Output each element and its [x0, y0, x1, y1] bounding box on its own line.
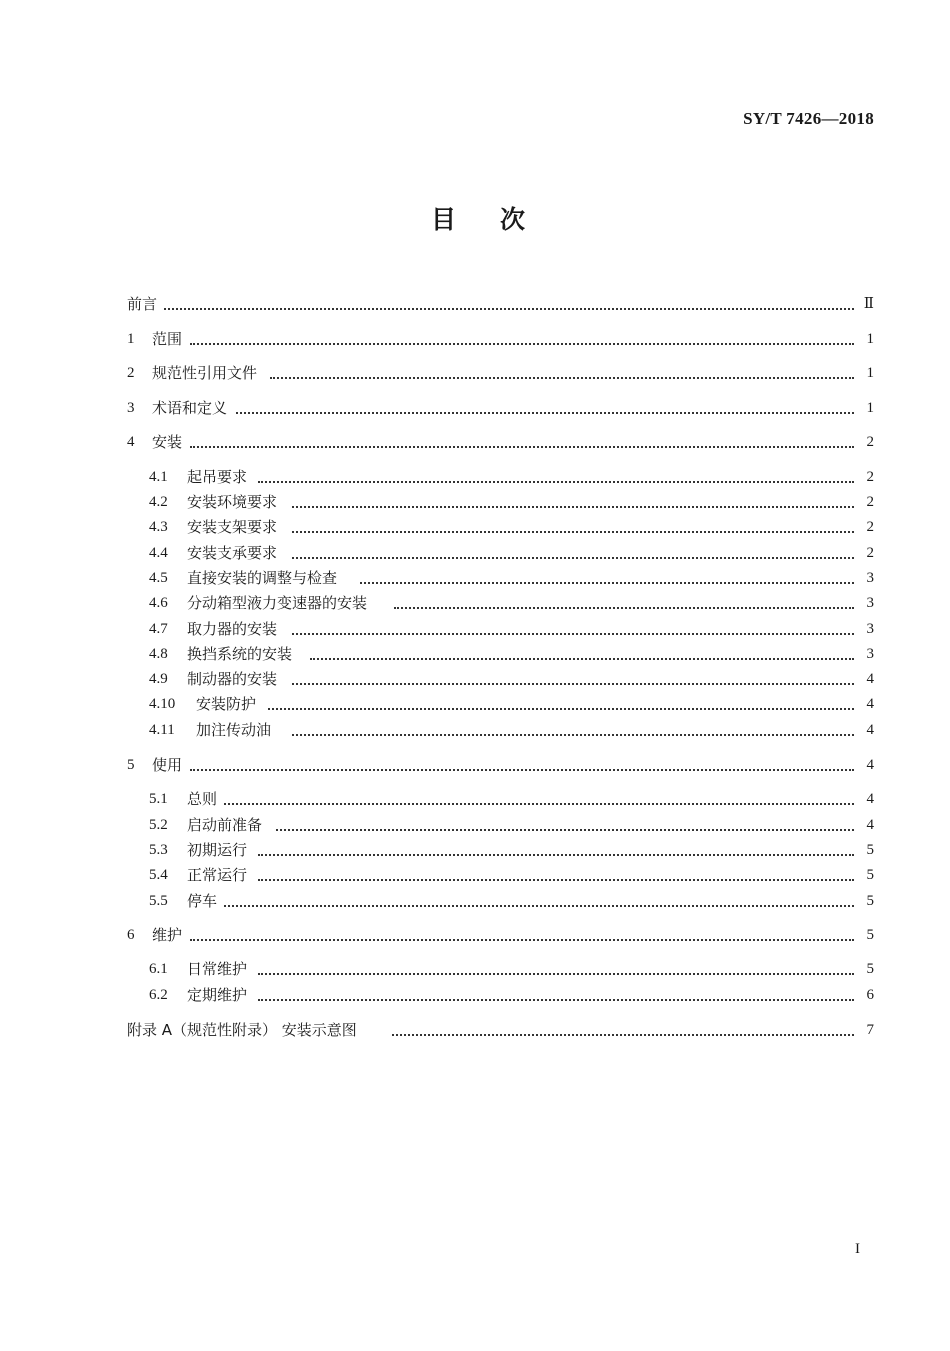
toc-entry-text: 直接安装的调整与检查 [187, 567, 343, 589]
toc-entry-4-11[interactable] [0, 719, 950, 741]
toc-entry-5-3[interactable] [0, 839, 950, 861]
toc-entry-page: 2 [866, 494, 874, 510]
toc-entry-6-1[interactable] [0, 958, 950, 980]
leader-dots [394, 607, 854, 609]
toc-entry-page: 3 [866, 570, 874, 586]
toc-entry-number: 4.9 [149, 671, 168, 687]
toc-entry-number: 5.4 [149, 867, 168, 883]
toc-entry-text: 维护 [152, 924, 188, 946]
toc-entry-number: 4.8 [149, 646, 168, 662]
toc-entry-number: 4.4 [149, 545, 168, 561]
leader-dots [258, 999, 854, 1001]
leader-dots [190, 769, 854, 771]
toc-entry-4-2[interactable] [0, 491, 950, 513]
toc-entry-text: 安装防护 [196, 693, 262, 715]
toc-entry-page: 4 [866, 757, 874, 773]
toc-entry-number: 5.5 [149, 893, 168, 909]
toc-entry-text: 分动箱型液力变速器的安装 [187, 592, 373, 614]
toc-entry-text: 起吊要求 [187, 466, 253, 488]
leader-dots [224, 803, 854, 805]
toc-entry-number: 5.2 [149, 817, 168, 833]
toc-entry-text: 加注传动油 [196, 719, 277, 741]
toc-entry-page: 4 [866, 817, 874, 833]
toc-entry-5-1[interactable] [0, 788, 950, 810]
leader-dots [190, 343, 854, 345]
leader-dots [270, 377, 854, 379]
toc-entry-5[interactable] [0, 754, 950, 776]
leader-dots [292, 734, 854, 736]
toc-entry-page: Ⅱ [863, 296, 874, 312]
toc-entry-4-8[interactable] [0, 643, 950, 665]
toc-entry-text: 安装支架要求 [187, 516, 283, 538]
toc-entry-text: 附录 A（规范性附录） 安装示意图 [127, 1019, 363, 1041]
toc-entry-text: 启动前准备 [187, 814, 268, 836]
leader-dots [190, 939, 854, 941]
toc-entry-text: 制动器的安装 [187, 668, 283, 690]
toc-entry-number: 4.3 [149, 519, 168, 535]
toc-entry-page: 5 [866, 893, 874, 909]
page-number: I [855, 1241, 860, 1257]
toc-entry-5-4[interactable] [0, 864, 950, 886]
leader-dots [310, 658, 854, 660]
leader-dots [292, 557, 854, 559]
toc-entry-page: 5 [866, 927, 874, 943]
toc-entry-text: 术语和定义 [152, 397, 233, 419]
toc-entry-number: 5.3 [149, 842, 168, 858]
toc-entry-page: 2 [866, 469, 874, 485]
toc-entry-1[interactable] [0, 328, 950, 350]
toc-entry-4-9[interactable] [0, 668, 950, 690]
toc-entry-number: 4.7 [149, 621, 168, 637]
toc-entry-text: 安装 [152, 431, 188, 453]
page-title: 目次 [430, 205, 569, 234]
leader-dots [258, 854, 854, 856]
toc-entry-text: 安装环境要求 [187, 491, 283, 513]
toc-entry-text: 日常维护 [187, 958, 253, 980]
toc-entry-4-10[interactable] [0, 693, 950, 715]
toc-entry-page: 3 [866, 646, 874, 662]
leader-dots [276, 829, 854, 831]
toc-entry-number: 2 [127, 365, 135, 381]
toc-entry-text: 范围 [152, 328, 188, 350]
toc-entry-page: 1 [866, 400, 874, 416]
leader-dots [190, 446, 854, 448]
toc-entry-text: 停车 [187, 890, 223, 912]
toc-entry-page: 3 [866, 595, 874, 611]
standard-code: SY/T 7426—2018 [743, 109, 874, 128]
toc-entry-text: 安装支承要求 [187, 542, 283, 564]
leader-dots [292, 531, 854, 533]
toc-entry-text: 正常运行 [187, 864, 253, 886]
toc-entry-page: 4 [866, 696, 874, 712]
toc-entry-number: 4.6 [149, 595, 168, 611]
toc-entry-number: 6.1 [149, 961, 168, 977]
leader-dots [258, 973, 854, 975]
toc-entry-text: 前言 [127, 293, 163, 315]
toc-entry-page: 5 [866, 842, 874, 858]
toc-entry-4-3[interactable] [0, 516, 950, 538]
toc-entry-number: 4 [127, 434, 135, 450]
toc-entry-page: 2 [866, 519, 874, 535]
toc-entry-text: 取力器的安装 [187, 618, 283, 640]
toc-entry-page: 1 [866, 331, 874, 347]
toc-entry-number: 4.2 [149, 494, 168, 510]
toc-entry-number: 6.2 [149, 987, 168, 1003]
leader-dots [360, 582, 854, 584]
toc-entry-6-2[interactable] [0, 984, 950, 1006]
toc-entry-5-2[interactable] [0, 814, 950, 836]
toc-entry-page: 4 [866, 722, 874, 738]
toc-entry-page: 3 [866, 621, 874, 637]
toc-entry-number: 1 [127, 331, 135, 347]
toc-entry-foreword[interactable] [0, 293, 950, 315]
toc-entry-page: 1 [866, 365, 874, 381]
toc-entry-page: 2 [866, 545, 874, 561]
toc-entry-page: 4 [866, 671, 874, 687]
toc-entry-number: 4.10 [149, 696, 176, 712]
toc-entry-number: 4.1 [149, 469, 168, 485]
toc-entry-annex-a[interactable] [0, 1019, 950, 1041]
toc-entry-5-5[interactable] [0, 890, 950, 912]
toc-entry-page: 5 [866, 867, 874, 883]
toc-entry-page: 4 [866, 791, 874, 807]
toc-entry-page: 2 [866, 434, 874, 450]
leader-dots [258, 481, 854, 483]
leader-dots [292, 633, 854, 635]
toc-entry-4-4[interactable] [0, 542, 950, 564]
toc-entry-4-7[interactable] [0, 618, 950, 640]
toc-entry-number: 5 [127, 757, 135, 773]
toc-entry-text: 规范性引用文件 [152, 362, 263, 384]
toc-entry-text: 总则 [187, 788, 223, 810]
toc-entry-2[interactable] [0, 362, 950, 384]
leader-dots [268, 708, 854, 710]
toc-entry-page: 5 [866, 961, 874, 977]
toc-entry-4-1[interactable] [0, 466, 950, 488]
leader-dots [258, 879, 854, 881]
leader-dots [392, 1034, 854, 1036]
toc-entry-text: 使用 [152, 754, 188, 776]
toc-entry-page: 6 [866, 987, 874, 1003]
leader-dots [292, 506, 854, 508]
toc-entry-4[interactable] [0, 431, 950, 453]
leader-dots [292, 683, 854, 685]
leader-dots [224, 905, 854, 907]
leader-dots [236, 412, 854, 414]
toc-entry-text: 初期运行 [187, 839, 253, 861]
toc-entry-number: 5.1 [149, 791, 168, 807]
toc-entry-number: 6 [127, 927, 135, 943]
toc-entry-4-6[interactable] [0, 592, 950, 614]
toc-entry-4-5[interactable] [0, 567, 950, 589]
toc-entry-3[interactable] [0, 397, 950, 419]
toc-entry-6[interactable] [0, 924, 950, 946]
toc-entry-number: 4.11 [149, 722, 175, 738]
toc-entry-number: 4.5 [149, 570, 168, 586]
toc-entry-number: 3 [127, 400, 135, 416]
leader-dots [160, 308, 854, 310]
toc-entry-text: 换挡系统的安装 [187, 643, 298, 665]
toc-entry-text: 定期维护 [187, 984, 253, 1006]
toc-entry-page: 7 [866, 1022, 874, 1038]
